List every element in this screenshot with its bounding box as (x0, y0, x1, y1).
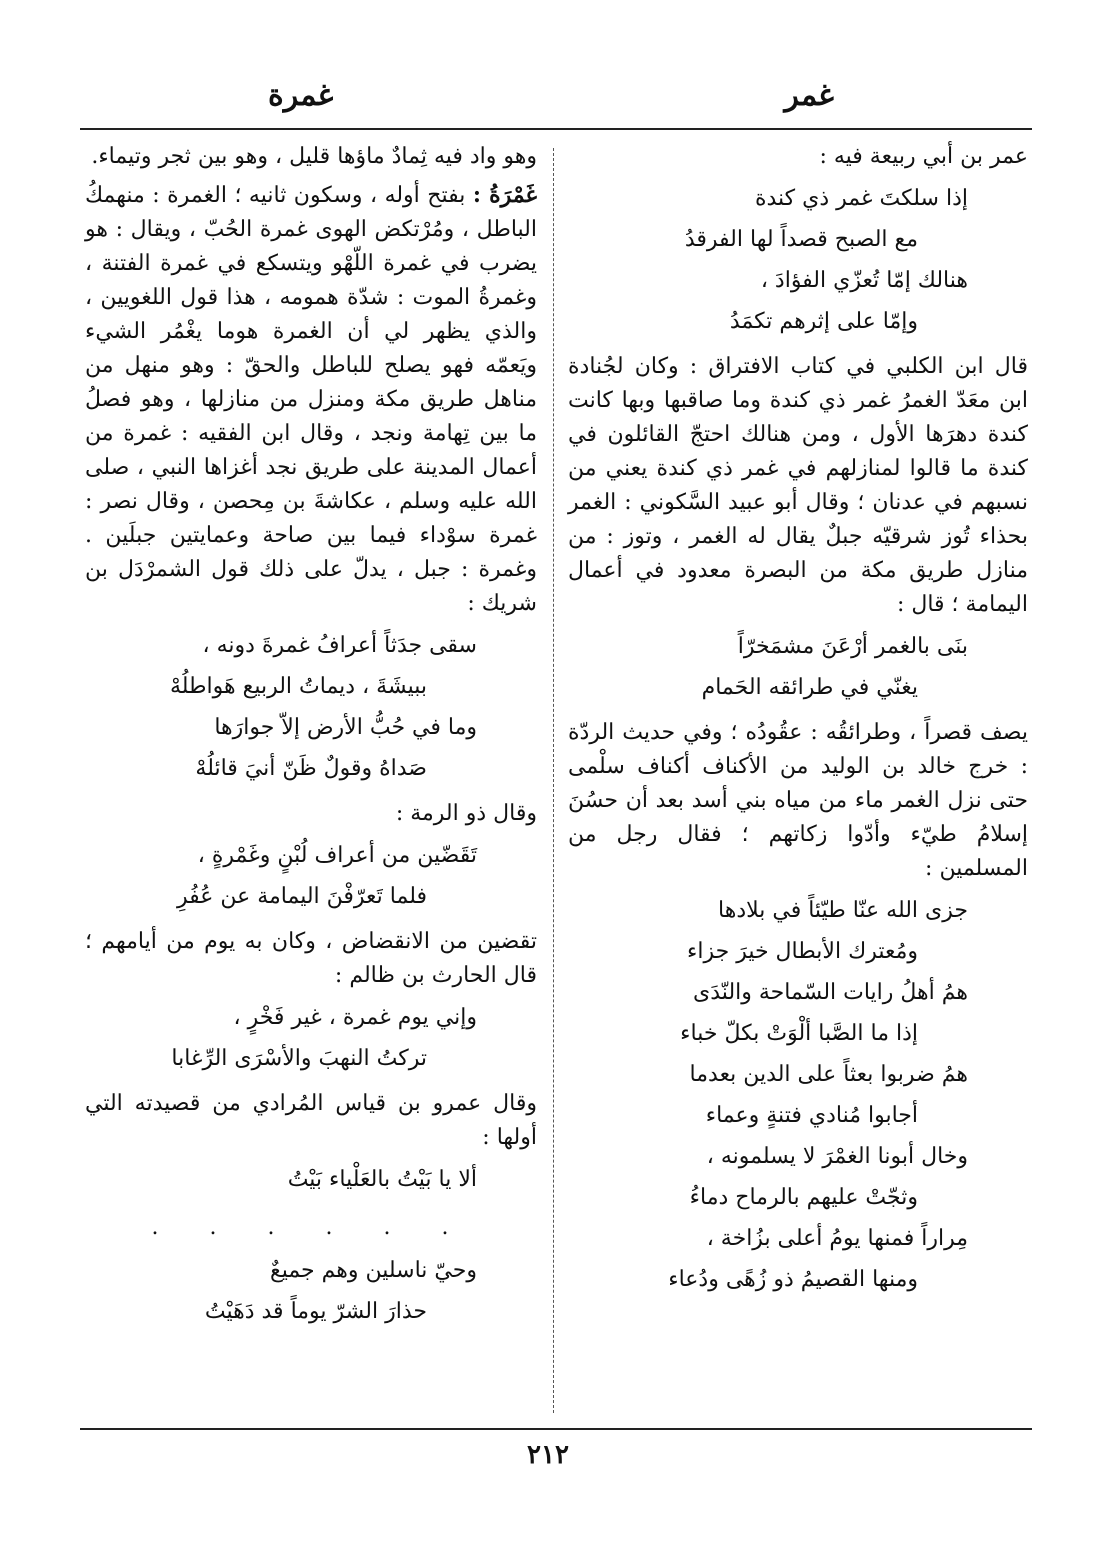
verse-line: ومنها القصيمُ ذو زُهًى ودُعاء (668, 1267, 918, 1292)
verse-block (85, 625, 537, 789)
verse-line: إذا سلكتَ غمر ذي كندة (754, 186, 968, 211)
running-header-left: غمرة (268, 78, 334, 113)
verse-block (568, 178, 1028, 342)
paragraph: قال ابن الكلبي في كتاب الافتراق : وكان لجُنادة ابن معَدّ الغمرُ غمر ذي كندة وما صاقبها وبها كانت كندة دهرَها الأول ، ومن هنالك احتجّ القائلون في كندة ما قالوا لمنازلهم في غمر ذي كندة يعني من نسبهم في عدنان ؛ وقال أبو عبيد السَّكوني : الغمر بحذاء تُوز شرقيّه جبلٌ يقال له الغمر ، وتوز : من منازل طريق مكة من البصرة معدود في أعمال اليمامة ؛ قال : (568, 354, 1028, 617)
verse-line: جزى الله عنّا طيّئاً في بلادها (718, 898, 968, 923)
verse-block (568, 626, 1028, 708)
verse-line: مع الصبح قصداً لها الفرقدُ (684, 227, 918, 252)
footer-rule (80, 1428, 1032, 1430)
left-column (85, 140, 537, 1340)
verse-line: وخال أبونا الغمْرَ لا يسلمونه ، (706, 1144, 968, 1169)
verse-block (85, 835, 537, 917)
paragraph: وقال عمرو بن قياس المُرادي من قصيدته التي أولها : (85, 1091, 537, 1150)
paragraph: يصف قصراً ، وطرائقُه : عقُودُه ؛ وفي حديث الردّة : خرج خالد بن الوليد من الأكناف أكناف سلْمى حتى نزل الغمر ماء من مياه بني أسد بعد أن حسُنَ إسلامُ طيّء وأدّوا زكاتهم ؛ فقال رجل من المسلمين : (568, 720, 1028, 881)
verse-line: صَداهُ وقولٌ ظَنّ أنيَ قائلُهْ (195, 756, 427, 781)
verse-line: بنَى بالغمر أرْعَنَ مشمَخرّاً (737, 634, 968, 659)
verse-line: تَقَضّين من أعراف لُبْنٍ وغَمْرةٍ ، (197, 843, 477, 868)
column-divider (553, 148, 554, 1413)
verse-line: ببيشَةَ ، ديماتُ الربيع هَواطلُهْ (169, 674, 427, 699)
verse-line: يغنّي في طرائقه الحَمام (701, 675, 918, 700)
entry-text: بفتح أوله ، وسكون ثانيه ؛ الغمرة : منهمكُ الباطل ، ومُرْتكض الهوى غمرة الحُبّ ، ويقال : هو يضرب في غمرة اللّهْو ويتسكع في غمرة الفتنة ، وغمرةُ الموت : شدّة همومه ، هذا قول اللغويين ، والذي يظهر لي أن الغمرة هوما يغْمُر الشيء ويَعمّه فهو يصلح للباطل والحقّ : وهو منهل من مناهل طريق مكة ومنزل من منازلها ، وهو فصلُ ما بين تِهامة ونجد ، وقال ابن الفقيه : غمرة من أعمال المدينة على طريق نجد أغزاها النبي ، صلى الله عليه وسلم ، عكاشةَ بن مِحصن ، وقال نصر : غمرة سوْداء فيما بين صاحة وعمايتين جبلَين . وغمرة : جبل ، يدلّ على ذلك قول الشمرْدَل بن شريك : (85, 183, 537, 616)
entry-paragraph (85, 178, 537, 621)
running-header-right: غمر (784, 78, 834, 113)
verse-line: فلما تَعرّفْنَ اليمامة عن عُفُرِ (176, 884, 427, 909)
verse-line: هنالك إمّا تُعزّي الفؤادَ ، (760, 268, 968, 293)
verse-line: سقى جدَثاً أعرافُ غمرةَ دونه ، (202, 633, 477, 658)
continuation-line: وهو واد فيه ثِمادٌ ماؤها قليل ، وهو بين ثجر وتيماء. (91, 144, 537, 169)
header-rule (80, 128, 1032, 130)
verse-line: ألا يا بَيْتُ بالعَلْياء بَيْتُ (287, 1167, 477, 1192)
verse-line: أجابوا مُنادي فتنةٍ وعماء (705, 1103, 918, 1128)
verse-line: وإني يوم غمرة ، غير فَخْرٍ ، (233, 1005, 477, 1030)
verse-line: ومُعترك الأبطال خيرَ جزاء (687, 939, 918, 964)
verse-line: وما في حُبُّ الأرض إلاّ جوارَها (214, 715, 477, 740)
verse-line: إذا ما الصَّبا ألْوَتْ بكلّ خباء (680, 1021, 918, 1046)
verse-block (85, 997, 537, 1079)
verse-line: وإمّا على إثرهم تكمَدُ (729, 309, 918, 334)
paragraph: تقضين من الانقضاض ، وكان به يوم من أيامهم ؛ قال الحارث بن ظالم : (85, 929, 537, 988)
verse-line: حذارَ الشرّ يوماً قد دَهَيْتُ (204, 1299, 427, 1324)
verse-line: همُ ضربوا بعثاً على الدين بعدما (689, 1062, 968, 1087)
verse-line: تركتُ النهبَ والأسْرَى الرِّغابا (171, 1046, 427, 1071)
verse-line: وثجّتْ عليهم بالرماح دماءُ (689, 1185, 918, 1210)
verse-line: وحيّ ناسلين وهم جميعٌ (269, 1258, 477, 1283)
verse-line: همُ أهلُ رايات السّماحة والنّدَى (693, 980, 968, 1005)
verse-block (85, 1159, 537, 1200)
paragraph: وقال ذو الرمة : (395, 801, 537, 826)
verse-line: مِراراً فمنها يومُ أعلى بزُاخة ، (706, 1226, 968, 1251)
verse-block (85, 1250, 537, 1332)
intro-line: عمر بن أبي ربيعة فيه : (819, 144, 1028, 169)
verse-block (568, 890, 1028, 1300)
right-column (568, 140, 1028, 1308)
page-number: ٢١٢ (527, 1440, 569, 1470)
entry-headword: غَمْرَةُ : (472, 182, 538, 208)
ellipsis-dots: . . . . . . (151, 1215, 471, 1240)
